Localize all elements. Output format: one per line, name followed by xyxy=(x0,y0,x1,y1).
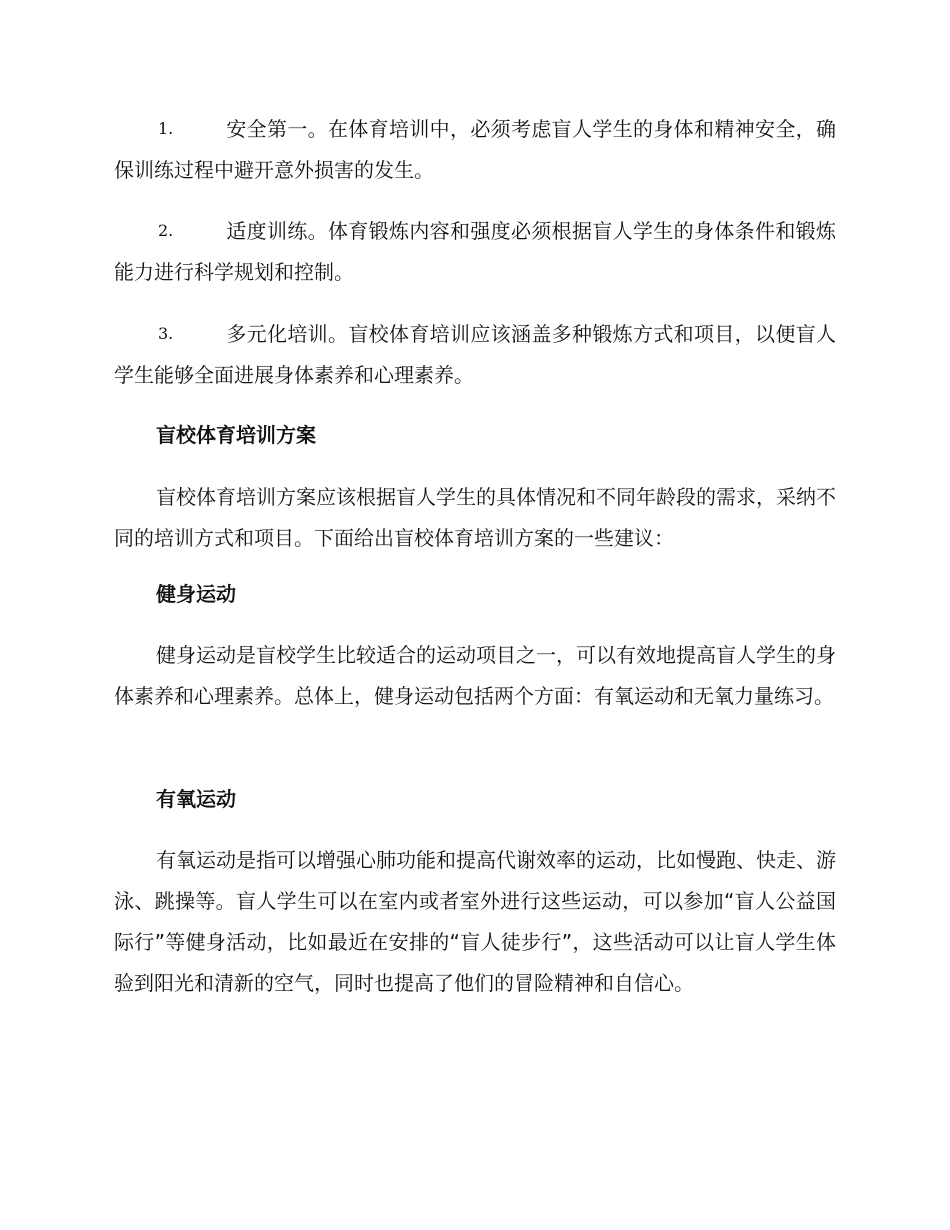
list-item-text: 安全第一。在体育培训中，必须考虑盲人学生的身体和精神安全，确保训练过程中避开意外损害的发生。 xyxy=(114,117,836,182)
section-heading-aerobic: 有氧运动 xyxy=(156,787,236,811)
list-item-1 xyxy=(114,108,836,191)
list-item-text: 多元化培训。盲校体育培训应该涵盖多种锻炼方式和项目，以便盲人学生能够全面进展身体素养和心理素养。 xyxy=(114,322,836,387)
list-number: 2. xyxy=(158,221,174,240)
list-item-2 xyxy=(114,210,836,293)
list-item-text: 适度训练。体育锻炼内容和强度必须根据盲人学生的身体条件和锻炼能力进行科学规划和控制。 xyxy=(114,219,836,284)
section-heading-fitness: 健身运动 xyxy=(156,582,236,606)
section-heading-training-plan: 盲校体育培训方案 xyxy=(156,423,316,447)
list-number: 3. xyxy=(158,324,174,343)
paragraph-training-plan: 盲校体育培训方案应该根据盲人学生的具体情况和不同年龄段的需求，采纳不同的培训方式和项目。下面给出盲校体育培训方案的一些建议： xyxy=(114,485,836,550)
list-item-3 xyxy=(114,313,836,396)
list-number: 1. xyxy=(158,119,174,138)
paragraph-aerobic: 有氧运动是指可以增强心肺功能和提高代谢效率的运动，比如慢跑、快走、游泳、跳操等。盲人学生可以在室内或者室外进行这些运动，可以参加“盲人公益国际行”等健身活动，比如最近在安排的“盲人徒步行”，这些活动可以让盲人学生体验到阳光和清新的空气，同时也提高了他们的冒险精神和自信心。 xyxy=(114,848,836,995)
paragraph-fitness: 健身运动是盲校学生比较适合的运动项目之一，可以有效地提高盲人学生的身体素养和心理素养。总体上，健身运动包括两个方面：有氧运动和无氧力量练习。 xyxy=(114,643,836,708)
